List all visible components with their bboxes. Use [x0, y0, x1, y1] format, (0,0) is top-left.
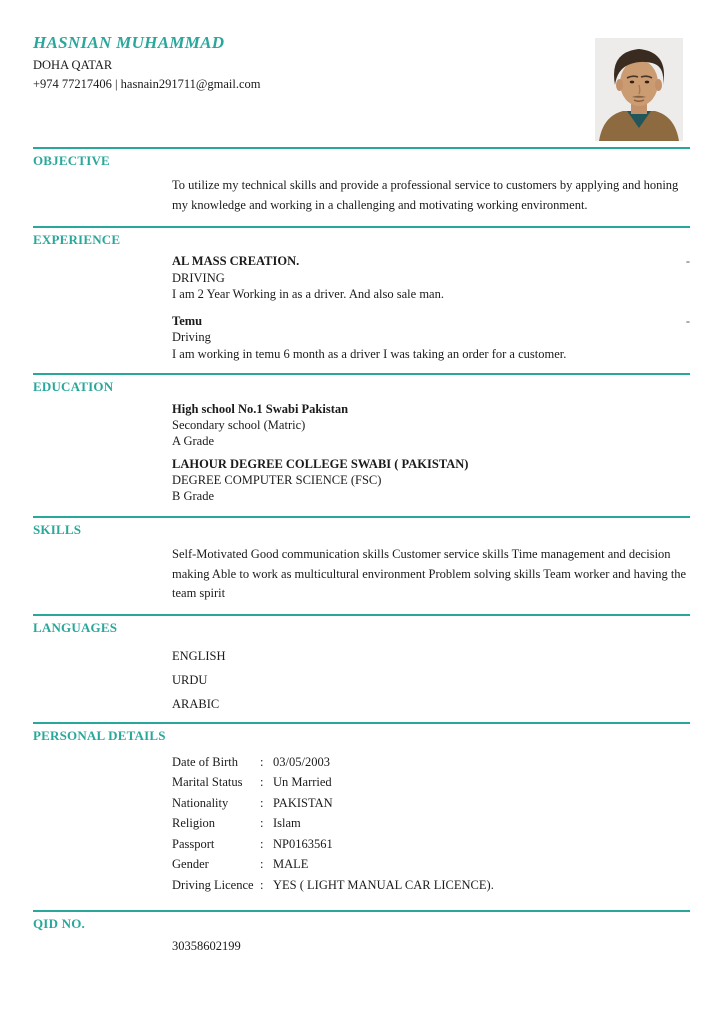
section-qid: [33, 910, 690, 954]
education-degree: Secondary school (Matric): [172, 418, 306, 432]
personal-detail-row: [172, 795, 690, 811]
detail-separator: :: [260, 775, 264, 789]
education-entry: [172, 456, 690, 504]
detail-label: Passport: [172, 836, 215, 851]
detail-separator: :: [260, 754, 264, 769]
detail-value: Un Married: [273, 775, 332, 789]
detail-value: YES ( LIGHT MANUAL CAR LICENCE).: [273, 877, 494, 892]
detail-separator: :: [260, 795, 264, 810]
education-grade: B Grade: [172, 489, 214, 503]
personal-detail-row: [172, 815, 690, 831]
detail-separator: :: [260, 857, 264, 871]
education-degree: DEGREE COMPUTER SCIENCE (FSC): [172, 473, 382, 487]
experience-description: I am working in temu 6 month as a driver I was taking an order for a customer.: [172, 346, 567, 361]
objective-text: To utilize my technical skills and provide a professional service to customers by applying and honing my knowledge and working in a challenging and motivating working environment.: [172, 178, 679, 212]
section-title-languages: LANGUAGES: [33, 619, 118, 635]
education-entry: [172, 401, 690, 449]
detail-separator: :: [260, 836, 264, 851]
person-location: DOHA QATAR: [33, 58, 113, 72]
detail-value: NP0163561: [273, 836, 333, 851]
person-name: HASNIAN MUHAMMAD: [33, 33, 225, 52]
section-languages: [33, 614, 690, 722]
section-personal-details: [33, 722, 690, 911]
personal-detail-row: [172, 877, 690, 893]
profile-photo: [595, 38, 683, 141]
detail-label: Date of Birth: [172, 754, 238, 769]
skills-text: Self-Motivated Good communication skills Customer service skills Time management and decision making Able to work as multicultural environment Problem solving skills Team worker and having the team spirit: [172, 547, 687, 600]
detail-label: Gender: [172, 857, 209, 871]
experience-role: DRIVING: [172, 270, 225, 285]
detail-value: 03/05/2003: [273, 754, 330, 769]
language-item: ARABIC: [172, 696, 220, 711]
education-school: High school No.1 Swabi Pakistan: [172, 402, 349, 416]
experience-entry: [172, 313, 690, 363]
personal-details-table: [172, 754, 690, 893]
personal-detail-row: [172, 754, 690, 770]
section-objective: [33, 147, 690, 226]
section-title-education: EDUCATION: [33, 379, 114, 394]
detail-label: Driving Licence: [172, 877, 254, 892]
section-experience: [33, 226, 690, 373]
experience-dates: -: [685, 254, 690, 268]
language-item: URDU: [172, 672, 208, 687]
qid-number: 30358602199: [172, 939, 241, 953]
experience-role: Driving: [172, 330, 211, 344]
section-title-personal-details: PERSONAL DETAILS: [33, 727, 166, 743]
education-grade: A Grade: [172, 434, 214, 448]
detail-value: MALE: [273, 857, 309, 871]
section-skills: [33, 516, 690, 614]
person-contact: +974 77217406 | hasnain291711@gmail.com: [33, 77, 261, 91]
section-title-qid: QID NO.: [33, 916, 85, 931]
detail-label: Religion: [172, 816, 216, 830]
experience-description: I am 2 Year Working in as a driver. And also sale man.: [172, 287, 444, 301]
section-title-objective: OBJECTIVE: [33, 153, 110, 168]
resume-header: [33, 0, 690, 147]
detail-label: Nationality: [172, 795, 229, 810]
detail-value: PAKISTAN: [273, 795, 333, 810]
detail-value: Islam: [273, 816, 301, 830]
personal-detail-row: [172, 836, 690, 852]
experience-entry: [172, 253, 690, 303]
personal-detail-row: [172, 856, 690, 872]
section-education: [33, 373, 690, 516]
experience-company: AL MASS CREATION.: [172, 254, 300, 268]
experience-dates: -: [685, 313, 690, 328]
experience-company: Temu: [172, 313, 203, 328]
section-title-skills: SKILLS: [33, 522, 82, 537]
personal-detail-row: [172, 774, 690, 790]
detail-separator: :: [260, 877, 264, 892]
profile-photo-image: [595, 38, 683, 141]
education-school: LAHOUR DEGREE COLLEGE SWABI ( PAKISTAN): [172, 457, 469, 471]
language-item: ENGLISH: [172, 648, 226, 663]
section-title-experience: EXPERIENCE: [33, 232, 121, 247]
detail-separator: :: [260, 816, 264, 830]
detail-label: Marital Status: [172, 775, 243, 789]
